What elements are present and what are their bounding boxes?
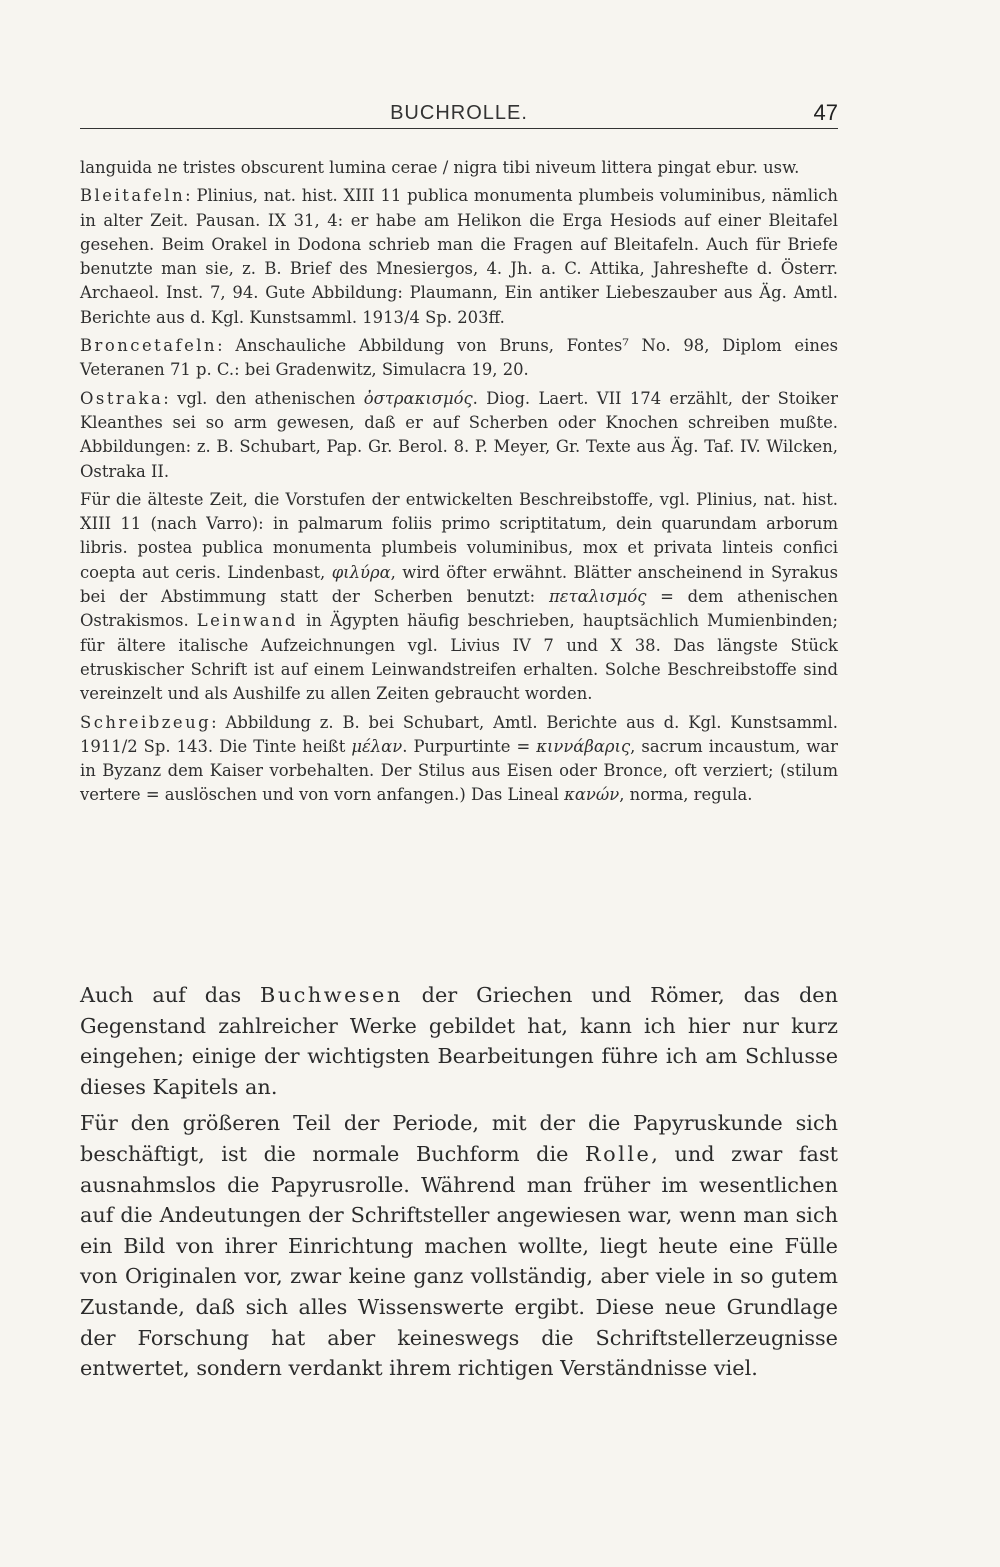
greek-term: φιλύρα [331, 562, 391, 582]
note-label: Schreibzeug [80, 712, 212, 732]
page-header [80, 100, 838, 130]
greek-term: κανών [564, 785, 620, 805]
running-title: BUCHROLLE. [390, 102, 528, 124]
note-paragraph-bleitafeln: Bleitafeln: Plinius, nat. hist. XIII 11 publica monumenta plumbeis voluminibus, nämlich in alter Zeit. Pausan. IX 31, 4: er habe am Helikon die Erga Hesiods auf einer Bleitafel gesehen. Beim Orakel in Dodona schrieb man die Fragen auf Bleitafeln. Auch für Briefe benutzte man sie, z. B. Brief des Mnesiergos, 4. Jh. a. C. Attika, Jahreshefte d. Österr. Archaeol. Inst. 7, 94. Gute Abbildung: Plaumann, Ein antiker Liebeszauber aus Äg. Amtl. Berichte aus d. Kgl. Kunstsamml. 1913/4 Sp. 203ff. [80, 186, 838, 327]
note-paragraph-schreibzeug: Schreibzeug: Abbildung z. B. bei Schubart, Amtl. Berichte aus d. Kgl. Kunstsamml. 1911/2 Sp. 143. Die Tinte heißt μέλαν. Purpurtinte = κιννάβαρις, sacrum incaustum, war in Byzanz dem Kaiser vorbehalten. Der Stilus aus Eisen oder Bronce, oft verziert; (stilum vertere = auslöschen und von vorn anfangen.) Das Lineal κανών, norma, regula. [80, 712, 838, 805]
note-label: Bleitafeln [80, 186, 186, 206]
main-paragraph-rolle: Für den größeren Teil der Periode, mit der die Papyruskunde sich beschäftigt, ist die normale Buchform die Rolle, und zwar fast ausnahmslos die Papyrusrolle. Während man früher im wesentlichen auf die Andeutungen der Schriftsteller angewiesen war, wenn man sich ein Bild von ihrer Einrichtung machen wollte, liegt heute eine Fülle von Originalen vor, zwar keine ganz vollständig, aber viele in so gutem Zustande, daß sich alles Wissenswerte ergibt. Diese neue Grundlage der Forschung hat aber keineswegs die Schriftstellerzeugnisse entwertet, sondern verdankt ihrem richtigen Verständnisse viel. [80, 1111, 838, 1381]
spaced-term: Buchwesen [260, 983, 403, 1007]
note-label: Ostraka [80, 388, 164, 408]
note-paragraph-vorstufen: Für die älteste Zeit, die Vorstufen der entwickelten Beschreibstoffe, vgl. Plinius, nat. hist. XIII 11 (nach Varro): in palmarum foliis primo scriptitatum, dein quarundam arborum libris. postea publica monumenta plumbeis voluminibus, mox et privata linteis confici coepta aut ceris. Lindenbast, φιλύρα, wird öfter erwähnt. Blätter anscheinend in Syrakus bei der Abstimmung statt der Scherben benutzt: πεταλισμός = dem athenischen Ostrakismos. Leinwand in Ägypten häufig beschrieben, hauptsächlich Mumienbinden; für ältere italische Aufzeichnungen vgl. Livius IV 7 und X 38. Das längste Stück etruskischer Schrift ist auf einem Leinwandstreifen erhalten. Solche Beschreibstoffe sind vereinzelt und als Aushilfe zu allen Zeiten gebraucht worden. [80, 489, 839, 704]
footnote-block [80, 156, 838, 812]
greek-term: ὀστρακισμός [363, 388, 473, 408]
main-text [80, 980, 838, 1390]
header-rule [80, 128, 838, 129]
greek-term: μέλαν [351, 736, 403, 756]
spaced-term: Rolle [585, 1141, 652, 1166]
note-paragraph-ostraka: Ostraka: vgl. den athenischen ὀστρακισμός. Diog. Laert. VII 174 erzählt, der Stoiker Kleanthes sei so arm gewesen, daß er auf Scherben oder Knochen schreiben mußte. Abbildungen: z. B. Schubart, Pap. Gr. Berol. 8. P. Meyer, Gr. Texte aus Äg. Taf. IV. Wilcken, Ostraka II. [80, 388, 838, 481]
main-paragraph-buchwesen: Auch auf das Buchwesen der Griechen und Römer, das den Gegenstand zahlreicher Werke gebildet hat, kann ich hier nur kurz eingehen; einige der wichtigsten Bearbeitungen führe ich am Schlusse dieses Kapitels an. [80, 983, 838, 1099]
note-paragraph-quote: languida ne tristes obscurent lumina cerae / nigra tibi niveum littera pingat ebur. usw. [80, 158, 800, 177]
spaced-term: Leinwand [196, 611, 299, 631]
note-paragraph-broncetafeln: Broncetafeln: Anschauliche Abbildung von Bruns, Fontes⁷ No. 98, Diplom eines Veteranen 71 p. C.: bei Gradenwitz, Simulacra 19, 20. [80, 336, 838, 380]
greek-term: κιννάβαρις [536, 736, 631, 756]
page-number: 47 [813, 100, 838, 125]
greek-term: πεταλισμός [548, 587, 647, 607]
note-label: Broncetafeln [80, 336, 218, 356]
